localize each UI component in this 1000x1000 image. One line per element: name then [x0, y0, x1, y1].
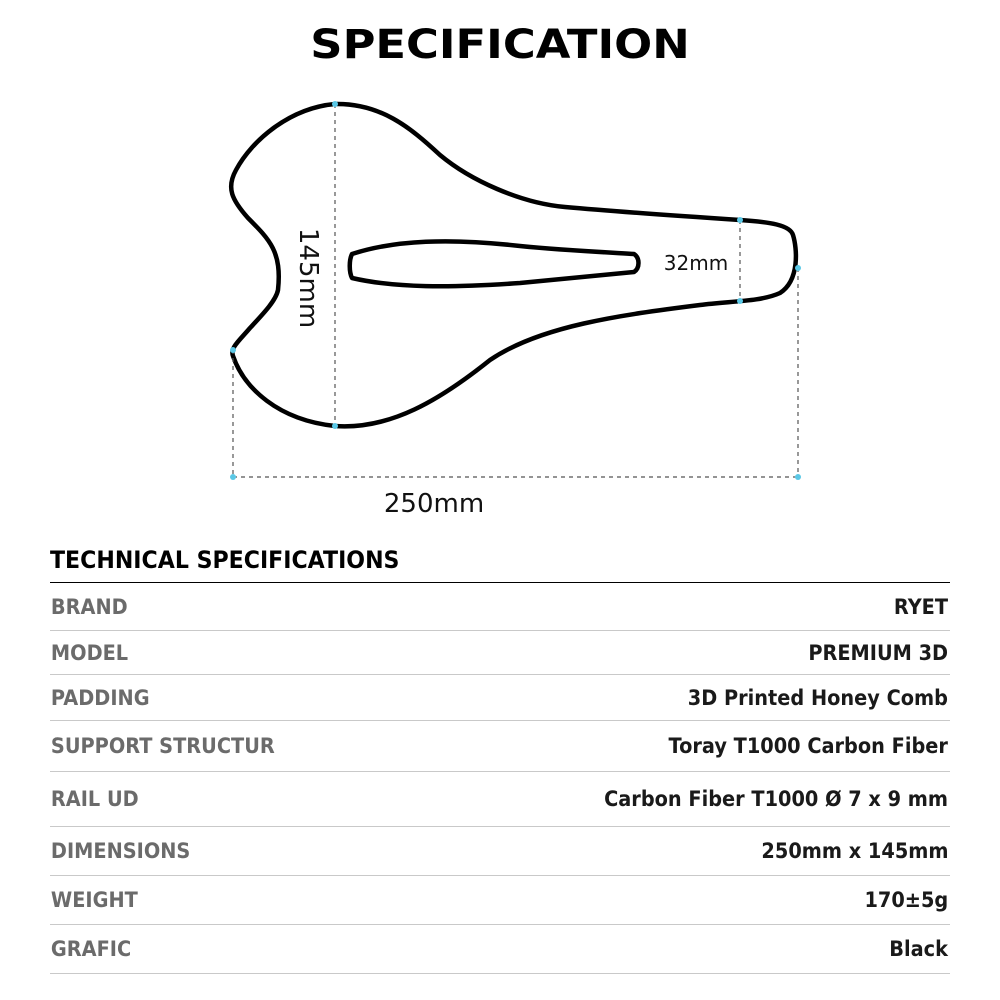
spec-value: Carbon Fiber T1000 Ø 7 x 9 mm: [604, 787, 949, 811]
marker-dot: [332, 423, 338, 429]
spec-row-graphic: [50, 925, 950, 974]
height-label: 145mm: [293, 227, 323, 329]
marker-dot: [795, 265, 801, 271]
marker-dot: [230, 474, 236, 480]
spec-value: Toray T1000 Carbon Fiber: [668, 734, 949, 758]
spec-row-support-structure: [50, 721, 950, 772]
spec-table: [50, 584, 950, 974]
spec-label: PADDING: [50, 685, 150, 710]
spec-value: 250mm x 145mm: [761, 839, 949, 863]
spec-row-weight: [50, 876, 950, 925]
page-title: SPECIFICATION: [310, 22, 690, 68]
length-label: 250mm: [383, 489, 485, 519]
marker-dot: [795, 474, 801, 480]
specs-heading: TECHNICAL SPECIFICATIONS: [50, 546, 400, 574]
spec-value: 3D Printed Honey Comb: [687, 685, 949, 710]
spec-value: RYET: [893, 595, 949, 619]
spec-label: GRAFIC: [50, 937, 132, 961]
spec-row-dimensions: [50, 827, 950, 876]
spec-row-brand: [50, 584, 950, 631]
spec-value: 170±5g: [864, 888, 949, 912]
spec-label: MODEL: [50, 640, 129, 665]
marker-dot: [332, 101, 338, 107]
marker-dot: [737, 298, 743, 304]
spec-row-rail: [50, 772, 950, 827]
spec-row-model: [50, 631, 950, 675]
spec-row-padding: [50, 675, 950, 721]
nose-width-label: 32mm: [663, 251, 729, 275]
spec-label: BRAND: [50, 595, 128, 619]
spec-label: RAIL UD: [50, 787, 139, 811]
spec-label: DIMENSIONS: [50, 839, 191, 863]
spec-value: Black: [889, 937, 949, 961]
saddle-cutout: [350, 241, 639, 286]
marker-dot: [230, 347, 236, 353]
spec-label: WEIGHT: [50, 888, 138, 912]
heading-divider: [50, 582, 950, 583]
spec-label: SUPPORT STRUCTUR: [50, 734, 275, 758]
marker-dot: [737, 217, 743, 223]
spec-value: PREMIUM 3D: [808, 640, 949, 665]
